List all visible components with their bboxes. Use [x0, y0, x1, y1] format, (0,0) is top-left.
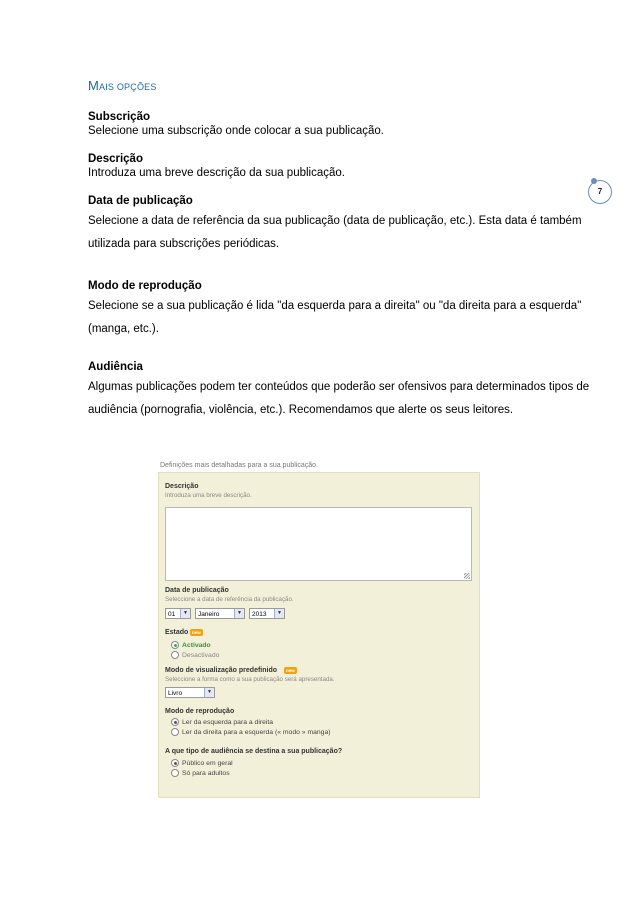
page-number: 7	[588, 180, 612, 204]
modo-rep-ltr-radio[interactable]: Ler da esquerda para a direita	[171, 718, 273, 726]
screenshot-caption: Definições mais detalhadas para a sua publicação.	[160, 462, 318, 469]
descricao-sub: Introduza uma breve descrição.	[165, 492, 252, 499]
radio-icon	[171, 769, 179, 777]
descricao-label: Descrição	[165, 483, 199, 490]
data-text-line1: Selecione a data de referência da sua publicação (data de publicação, etc.). Esta data é também	[88, 215, 582, 227]
descricao-title: Descrição	[88, 153, 143, 165]
chevron-down-icon: ▼	[274, 609, 284, 618]
audiencia-geral-radio[interactable]: Público em geral	[171, 759, 233, 767]
radio-icon	[171, 651, 179, 659]
audiencia-text-line2: audiência (pornografia, violência, etc.). Recomendamos que alerte os seus leitores.	[88, 404, 514, 416]
audiencia-adultos-radio[interactable]: Só para adultos	[171, 769, 230, 777]
radio-selected-icon	[171, 759, 179, 767]
descricao-textarea[interactable]	[165, 507, 472, 581]
subscricao-text: Selecione uma subscrição onde colocar a sua publicação.	[88, 125, 384, 137]
audiencia-text-line1: Algumas publicações podem ter conteúdos que poderão ser ofensivos para determinados tipos de	[88, 381, 590, 393]
audiencia-title: Audiência	[88, 361, 143, 373]
month-select[interactable]: Janeiro ▼	[195, 608, 245, 619]
chevron-down-icon: ▼	[180, 609, 190, 618]
estado-desactivado-radio[interactable]: Desactivado	[171, 651, 219, 659]
modo-vis-select[interactable]: Livro ▼	[165, 687, 215, 698]
new-badge: new	[286, 668, 295, 673]
data-label: Data de publicação	[165, 587, 229, 594]
estado-label: Estado	[165, 629, 189, 636]
modo-rep-rtl-radio[interactable]: Ler da direita para a esquerda (« modo » manga)	[171, 728, 331, 736]
radio-selected-icon	[171, 718, 179, 726]
year-select[interactable]: 2013 ▼	[249, 608, 285, 619]
section-heading: MAIS OPÇÕES	[88, 78, 157, 93]
estado-activado-radio[interactable]: Activado	[171, 641, 211, 649]
data-title: Data de publicação	[88, 195, 193, 207]
chevron-down-icon: ▼	[234, 609, 244, 618]
settings-screenshot	[158, 458, 478, 796]
data-text-line2: utilizada para subscrições periódicas.	[88, 238, 280, 250]
descricao-text: Introduza uma breve descrição da sua publicação.	[88, 167, 345, 179]
resize-grip-icon[interactable]	[464, 573, 470, 579]
radio-icon	[171, 728, 179, 736]
radio-selected-icon	[171, 641, 179, 649]
chevron-down-icon: ▼	[204, 688, 214, 697]
subscricao-title: Subscrição	[88, 111, 150, 123]
modo-vis-label: Modo de visualização predefinido	[165, 667, 278, 674]
settings-panel	[158, 472, 480, 798]
data-sub: Seleccione a data de referência da publicação.	[165, 596, 294, 603]
audiencia-label: A que tipo de audiência se destina a sua publicação?	[165, 748, 343, 755]
modo-text-line2: (manga, etc.).	[88, 323, 159, 335]
modo-title: Modo de reprodução	[88, 280, 202, 292]
modo-text-line1: Selecione se a sua publicação é lida "da esquerda para a direita" ou "da direita para a esquerda"	[88, 300, 582, 312]
new-badge: new	[192, 630, 201, 635]
modo-vis-sub: Seleccione a forma como a sua publicação será apresentada.	[165, 676, 335, 683]
modo-rep-label: Modo de reprodução	[165, 708, 235, 715]
day-select[interactable]: 01 ▼	[165, 608, 191, 619]
